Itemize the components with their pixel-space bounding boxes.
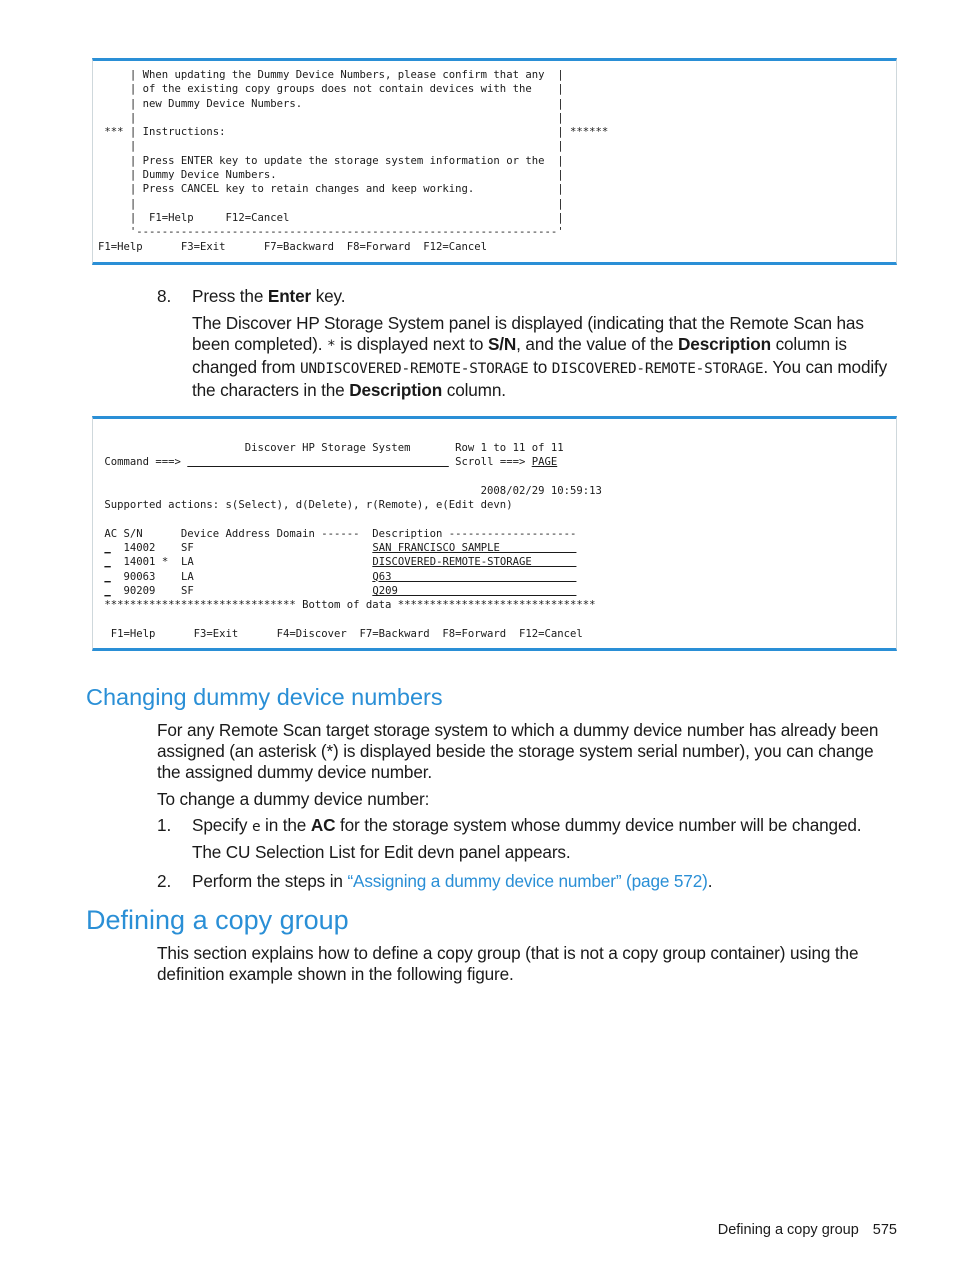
section-paragraph: For any Remote Scan target storage system to which a dummy device number has already been assigned (an asterisk (*) is displayed beside the storage system serial number), you can change the assigned dummy device number. [157,720,879,782]
datetime-line: 2008/02/29 10:59:13 [98,484,602,497]
serial-number: 14002 [123,542,156,555]
terminal-line: | new Dummy Device Numbers. | [98,97,564,110]
dummy-device-marker: * [161,556,169,569]
serial-number: 90063 [123,570,156,583]
domain: LA [180,556,373,569]
step-instruction: Press the Enter key. [192,286,346,306]
description-input[interactable]: SAN FRANCISCO SAMPLE [372,542,577,555]
section-heading: Changing dummy device numbers [86,684,443,710]
bottom-of-data-line: ****************************** Bottom of data ******************************* [98,599,596,612]
action-code-input[interactable]: _ [104,584,111,597]
page-footer [718,1222,897,1238]
table-row [98,585,576,597]
terminal-text [98,68,608,254]
domain: SF [180,584,373,597]
terminal-line: | Press CANCEL key to retain changes and keep working. | [98,183,564,196]
procedure-intro: To change a dummy device number: [157,789,430,809]
terminal-line: | | [98,140,564,153]
column-header-line: AC S/N Device Address Domain ------ Description -------------------- [98,527,577,540]
scroll-value[interactable]: PAGE [531,456,558,469]
step-number: 1. [157,815,172,835]
serial-number: 14001 [123,556,156,569]
description-input[interactable]: DISCOVERED-REMOTE-STORAGE [372,556,577,569]
domain: SF [180,542,373,555]
action-code-input[interactable]: _ [104,542,111,555]
dummy-device-marker [162,571,168,583]
terminal-text [98,441,602,641]
terminal-line: '------------------------------------------------------------------' [98,226,564,239]
terminal-line: | F1=Help F12=Cancel | [98,211,564,224]
step-number: 8. [157,286,172,306]
terminal-line: F1=Help F3=Exit F7=Backward F8=Forward F12=Cancel [98,240,488,253]
panel-title-line: Discover HP Storage System Row 1 to 11 of 11 [98,442,564,454]
supported-actions-line: Supported actions: s(Select), d(Delete), r(Remote), e(Edit devn) [98,499,513,512]
terminal-line: | of the existing copy groups does not contain devices with the | [98,83,564,96]
domain: LA [180,570,373,583]
terminal-line: | | [98,197,564,210]
terminal-line: *** | Instructions: | ****** [98,126,609,139]
action-code-input[interactable]: _ [104,556,111,569]
section-heading: Defining a copy group [86,905,349,935]
function-keys-line: F1=Help F3=Exit F4=Discover F7=Backward F8=Forward F12=Cancel [98,627,583,640]
command-input[interactable] [187,456,449,468]
storage-rows [98,542,576,597]
step-result-paragraph: The Discover HP Storage System panel is displayed (indicating that the Remote Scan has been completed). * is displayed next to S/N, and the value of the Description column is changed from UNDISCOVERED-REMOTE-STORAGE to DISCOVERED-REMOTE-STORAGE. You can modify the characters in the Description column. [192,313,888,400]
command-label: Command ===> [98,456,188,469]
dummy-device-marker [162,542,168,554]
page-number: 575 [872,1222,897,1238]
scroll-label: Scroll ===> [448,456,532,469]
step-number: 2. [157,871,172,891]
footer-title: Defining a copy group [717,1222,859,1238]
step-instruction: Specify e in the AC for the storage system whose dummy device number will be changed. [192,815,862,835]
table-row [98,571,576,583]
step-result: The CU Selection List for Edit devn panel appears. [192,842,571,862]
description-input[interactable]: Q63 [372,570,577,583]
description-input[interactable]: Q209 [372,584,577,597]
step-instruction: Perform the steps in “Assigning a dummy device number” (page 572). [192,871,713,891]
table-row [98,542,576,554]
cross-reference-link[interactable]: “Assigning a dummy device number” (page 572) [347,871,708,891]
terminal-line: | Press ENTER key to update the storage system information or the | [98,154,564,167]
terminal-line: | When updating the Dummy Device Numbers, please confirm that any | [98,69,564,81]
table-row [98,556,576,568]
section-paragraph: This section explains how to define a copy group (that is not a copy group container) using the definition example shown in the following figure. [157,943,859,984]
terminal-line: | Dummy Device Numbers. | [98,169,564,182]
serial-number: 90209 [123,584,156,597]
dummy-device-marker [162,585,168,597]
terminal-line: | | [98,111,564,124]
terminal-screenshot-discover [92,416,897,651]
action-code-input[interactable]: _ [104,570,111,583]
terminal-screenshot-confirm [92,58,897,265]
